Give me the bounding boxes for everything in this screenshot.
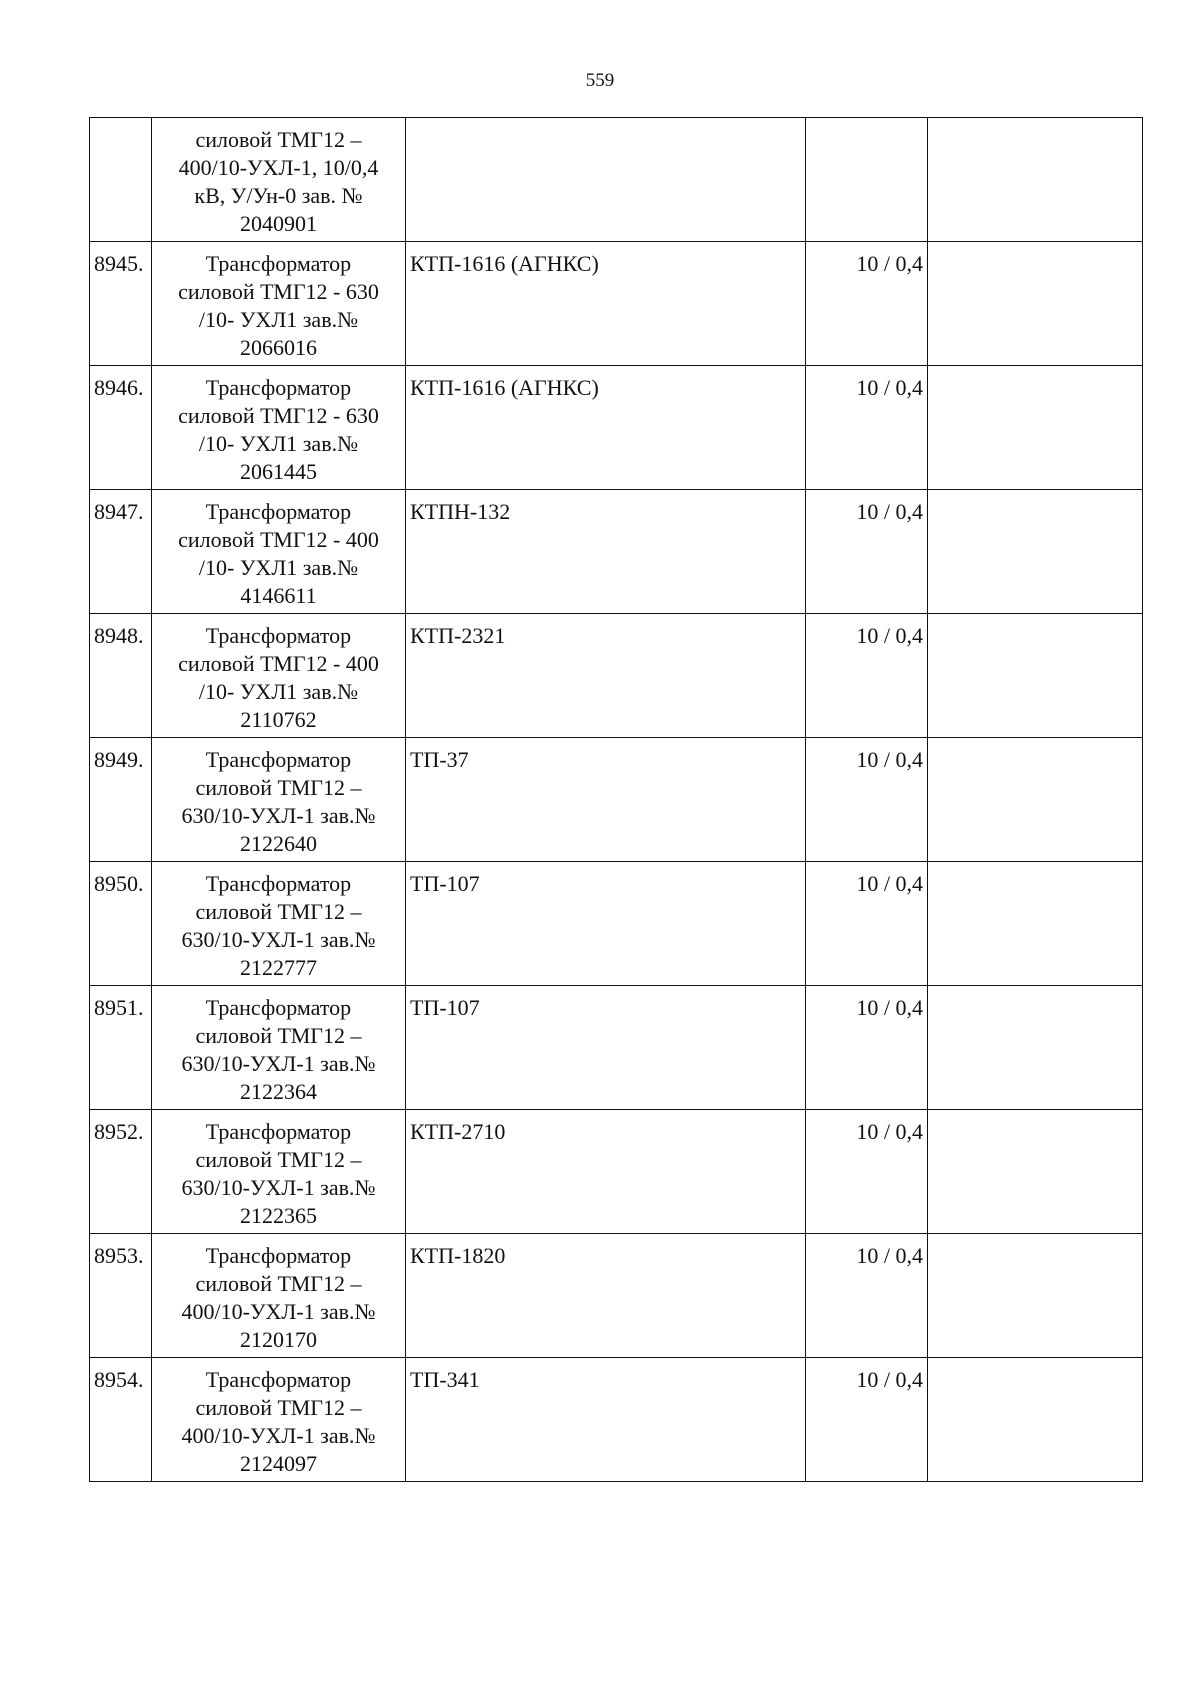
equipment-name-line: 2061445 xyxy=(240,459,317,484)
voltage-cell: 10 / 0,4 xyxy=(806,1234,928,1358)
equipment-name-line: Трансформатор xyxy=(205,747,352,772)
row-number-cell: 8951. xyxy=(90,986,152,1110)
row-number-cell xyxy=(90,118,152,242)
equipment-name-cell xyxy=(152,1358,406,1482)
row-number-cell: 8946. xyxy=(90,366,152,490)
equipment-name-cell xyxy=(152,118,406,242)
location-cell: КТП-1616 (АГНКС) xyxy=(406,366,806,490)
table-row xyxy=(90,242,1143,366)
equipment-name-line: 630/10-УХЛ-1 зав.№ xyxy=(181,803,376,828)
extra-cell xyxy=(928,242,1143,366)
equipment-name-line: 2124097 xyxy=(240,1451,317,1476)
equipment-name-cell xyxy=(152,738,406,862)
equipment-name-cell xyxy=(152,366,406,490)
equipment-name-line: /10- УХЛ1 зав.№ xyxy=(198,679,359,704)
voltage-cell: 10 / 0,4 xyxy=(806,614,928,738)
equipment-name-line: /10- УХЛ1 зав.№ xyxy=(198,431,359,456)
voltage-cell: 10 / 0,4 xyxy=(806,366,928,490)
table-row xyxy=(90,614,1143,738)
equipment-name-line: силовой ТМГ12 – xyxy=(195,1023,362,1048)
extra-cell xyxy=(928,1110,1143,1234)
equipment-name-line: /10- УХЛ1 зав.№ xyxy=(198,555,359,580)
equipment-name-line: Трансформатор xyxy=(205,623,352,648)
table-row xyxy=(90,118,1143,242)
equipment-name-line: Трансформатор xyxy=(205,995,352,1020)
row-number-cell: 8950. xyxy=(90,862,152,986)
location-cell: КТП-1616 (АГНКС) xyxy=(406,242,806,366)
voltage-cell: 10 / 0,4 xyxy=(806,1110,928,1234)
equipment-name-line: силовой ТМГ12 – xyxy=(195,1395,362,1420)
table-row xyxy=(90,490,1143,614)
voltage-cell: 10 / 0,4 xyxy=(806,862,928,986)
extra-cell xyxy=(928,986,1143,1110)
equipment-name-line: 2122364 xyxy=(240,1079,317,1104)
equipment-name-line: Трансформатор xyxy=(205,1367,352,1392)
equipment-name-line: кВ, У/Ун-0 зав. № xyxy=(194,183,363,208)
equipment-table xyxy=(89,117,1143,1482)
page-number: 559 xyxy=(585,70,615,91)
equipment-name-line: силовой ТМГ12 – xyxy=(195,127,362,152)
location-cell: ТП-37 xyxy=(406,738,806,862)
table-row xyxy=(90,986,1143,1110)
equipment-name-line: 4146611 xyxy=(240,583,317,608)
location-cell xyxy=(406,118,806,242)
equipment-name-line: Трансформатор xyxy=(205,871,352,896)
table-row xyxy=(90,1234,1143,1358)
equipment-name-cell xyxy=(152,1234,406,1358)
equipment-name-cell xyxy=(152,242,406,366)
equipment-name-line: /10- УХЛ1 зав.№ xyxy=(198,307,359,332)
equipment-name-line: Трансформатор xyxy=(205,1243,352,1268)
equipment-name-line: 630/10-УХЛ-1 зав.№ xyxy=(181,1175,376,1200)
equipment-name-line: 630/10-УХЛ-1 зав.№ xyxy=(181,927,376,952)
extra-cell xyxy=(928,1234,1143,1358)
equipment-name-line: силовой ТМГ12 - 400 xyxy=(178,651,379,676)
equipment-name-cell xyxy=(152,614,406,738)
equipment-name-line: Трансформатор xyxy=(205,251,352,276)
table-row xyxy=(90,1358,1143,1482)
row-number-cell: 8954. xyxy=(90,1358,152,1482)
equipment-name-line: силовой ТМГ12 - 400 xyxy=(178,527,379,552)
equipment-name-line: 2122777 xyxy=(240,955,317,980)
equipment-name-cell xyxy=(152,490,406,614)
table-body xyxy=(90,118,1143,1482)
row-number-cell: 8947. xyxy=(90,490,152,614)
table-row xyxy=(90,366,1143,490)
extra-cell xyxy=(928,862,1143,986)
equipment-name-line: силовой ТМГ12 - 630 xyxy=(178,403,379,428)
voltage-cell: 10 / 0,4 xyxy=(806,738,928,862)
row-number-cell: 8953. xyxy=(90,1234,152,1358)
equipment-name-line: силовой ТМГ12 – xyxy=(195,899,362,924)
equipment-name-line: 2120170 xyxy=(240,1327,317,1352)
equipment-name-line: 400/10-УХЛ-1, 10/0,4 xyxy=(178,155,379,180)
table-row xyxy=(90,862,1143,986)
extra-cell xyxy=(928,490,1143,614)
equipment-name-line: 2110762 xyxy=(240,707,317,732)
equipment-name-cell xyxy=(152,1110,406,1234)
equipment-name-line: силовой ТМГ12 – xyxy=(195,775,362,800)
equipment-name-line: 2040901 xyxy=(240,211,317,236)
equipment-name-line: Трансформатор xyxy=(205,499,352,524)
equipment-name-line: 2122365 xyxy=(240,1203,317,1228)
voltage-cell: 10 / 0,4 xyxy=(806,490,928,614)
location-cell: КТП-2710 xyxy=(406,1110,806,1234)
extra-cell xyxy=(928,118,1143,242)
location-cell: ТП-107 xyxy=(406,986,806,1110)
equipment-name-cell xyxy=(152,862,406,986)
location-cell: КТП-1820 xyxy=(406,1234,806,1358)
extra-cell xyxy=(928,614,1143,738)
location-cell: ТП-107 xyxy=(406,862,806,986)
extra-cell xyxy=(928,1358,1143,1482)
voltage-cell: 10 / 0,4 xyxy=(806,242,928,366)
equipment-name-cell xyxy=(152,986,406,1110)
equipment-name-line: 400/10-УХЛ-1 зав.№ xyxy=(181,1299,376,1324)
location-cell: ТП-341 xyxy=(406,1358,806,1482)
row-number-cell: 8948. xyxy=(90,614,152,738)
equipment-name-line: Трансформатор xyxy=(205,1119,352,1144)
equipment-name-line: 2122640 xyxy=(240,831,317,856)
voltage-cell: 10 / 0,4 xyxy=(806,1358,928,1482)
equipment-name-line: Трансформатор xyxy=(205,375,352,400)
extra-cell xyxy=(928,738,1143,862)
table-row xyxy=(90,738,1143,862)
equipment-name-line: силовой ТМГ12 – xyxy=(195,1271,362,1296)
voltage-cell: 10 / 0,4 xyxy=(806,986,928,1110)
equipment-name-line: 400/10-УХЛ-1 зав.№ xyxy=(181,1423,376,1448)
equipment-name-line: 2066016 xyxy=(240,335,317,360)
equipment-name-line: силовой ТМГ12 - 630 xyxy=(178,279,379,304)
equipment-name-line: силовой ТМГ12 – xyxy=(195,1147,362,1172)
row-number-cell: 8952. xyxy=(90,1110,152,1234)
table-row xyxy=(90,1110,1143,1234)
equipment-name-line: 630/10-УХЛ-1 зав.№ xyxy=(181,1051,376,1076)
location-cell: КТПН-132 xyxy=(406,490,806,614)
row-number-cell: 8945. xyxy=(90,242,152,366)
row-number-cell: 8949. xyxy=(90,738,152,862)
voltage-cell xyxy=(806,118,928,242)
location-cell: КТП-2321 xyxy=(406,614,806,738)
extra-cell xyxy=(928,366,1143,490)
